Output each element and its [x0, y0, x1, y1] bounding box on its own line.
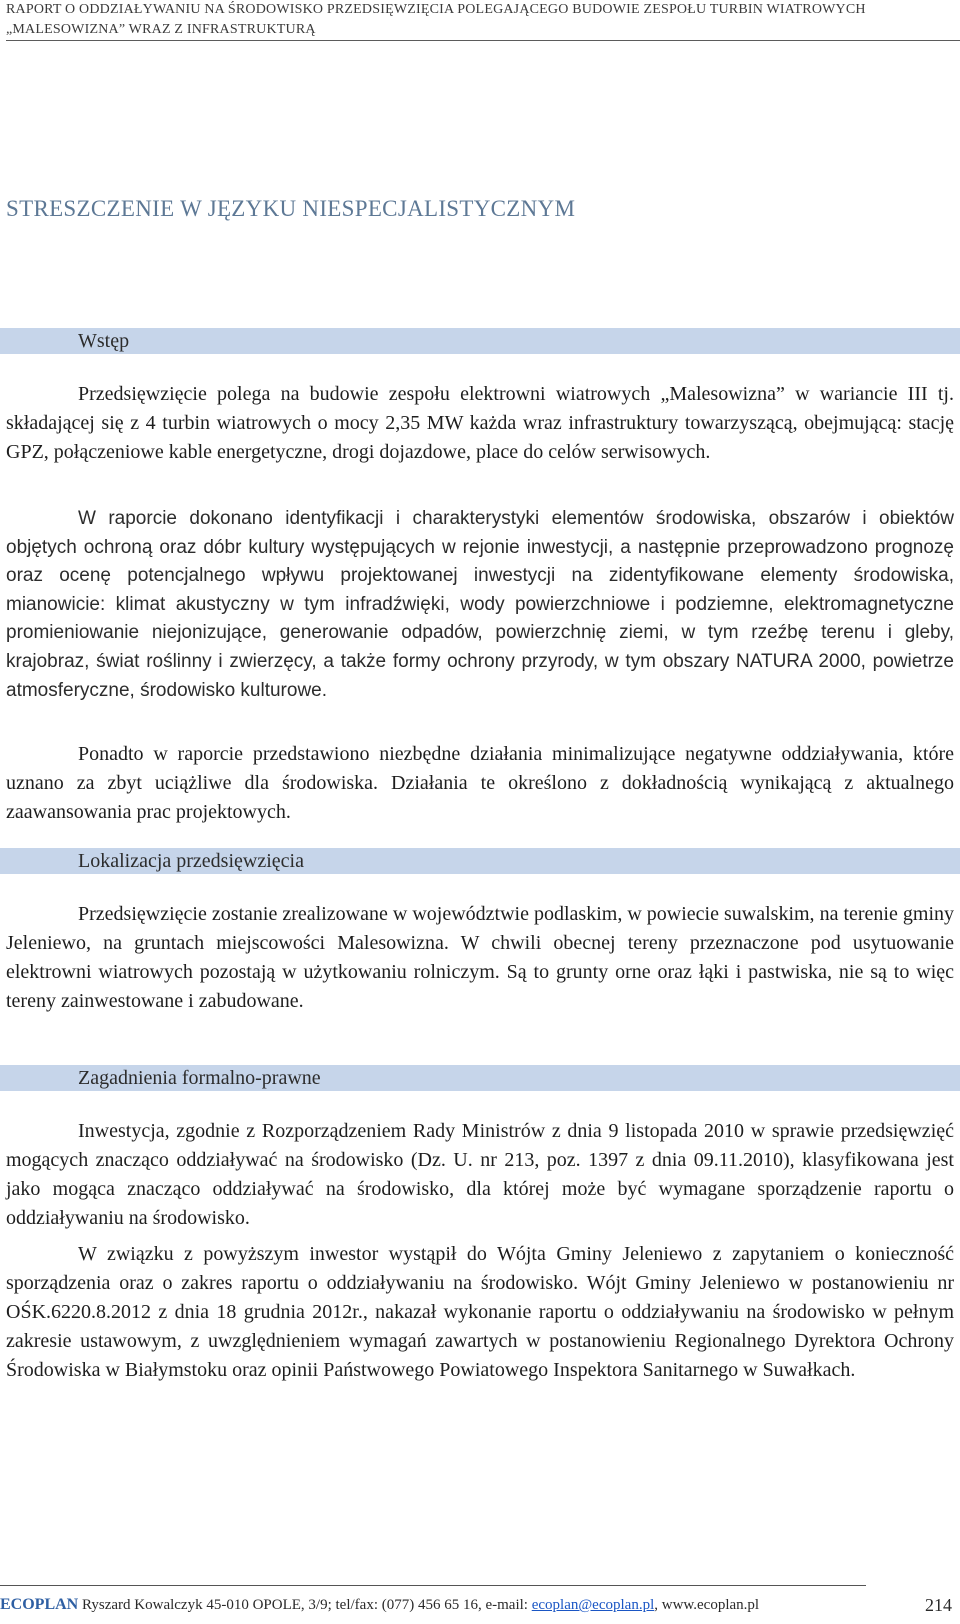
paragraph: Przedsięwzięcie polega na budowie zespołu elektrowni wiatrowych „Malesowizna” w wariancie III tj. składającej się z 4 turbin wiatrowych o mocy 2,35 MW każda wraz infrastruktury towarzyszącą, obejmującą: stację GPZ, połączeniowe kable energetyczne, drogi dojazdowe, place do celów serwisowych.: [6, 383, 954, 463]
section-heading-zagadnienia: [0, 1065, 960, 1091]
section-heading-lokalizacja: [0, 848, 960, 874]
paragraph: W związku z powyższym inwestor wystąpił do Wójta Gminy Jeleniewo z zapytaniem o konieczność sporządzenia oraz o zakres raportu o oddziaływaniu na środowisko. Wójt Gminy Jeleniewo w postanowieniu nr OŚK.6220.8.2012 z dnia 18 grudnia 2012r., nakazał wykonanie raportu o oddziaływaniu na środowisko w pełnym zakresie ustawowym, z uwzględnieniem wymagań zawartych w postanowieniu Regionalnego Dyrektora Ochrony Środowiska w Białymstoku oraz opinii Państwowego Powiatowego Inspektora Sanitarnego w Suwałkach.: [6, 1243, 954, 1381]
section-body-zagadnienia-2: [6, 1240, 954, 1385]
footer-website[interactable]: www.ecoplan.pl: [661, 1597, 760, 1613]
running-header: RAPORT O ODDZIAŁYWANIU NA ŚRODOWISKO PRZEDSIĘWZIĘCIA POLEGAJĄCEGO BUDOWIE ZESPOŁU TURBIN WIATROWYCH „MALESOWIZNA” WRAZ Z INFRASTRUKTURĄ: [6, 2, 866, 37]
section-body-wstep-2: [6, 505, 954, 705]
paragraph: W raporcie dokonano identyfikacji i charakterystyki elementów środowiska, obszarów i obiektów objętych ochroną oraz dóbr kultury występujących w rejonie inwestycji, a następnie przeprowadzono prognozę oraz ocenę potencjalnego wpływu projektowanej inwestycji na zidentyfikowane elementy środowiska, mianowicie: klimat akustyczny w tym infradźwięki, wody powierzchniowe i podziemne, elektromagnetyczne promieniowanie niejonizujące, generowanie odpadów, powierzchnię ziemi, w tym rzeźbę terenu i gleby, krajobraz, świat roślinny i zwierzęcy, a także formy ochrony przyrody, w tym obszary NATURA 2000, powietrze atmosferyczne, środowisko kulturowe.: [6, 508, 954, 701]
section-body-lokalizacja: [6, 900, 954, 1016]
paragraph: Inwestycja, zgodnie z Rozporządzeniem Rady Ministrów z dnia 9 listopada 2010 w sprawie przedsięwzięć mogących znacząco oddziaływać na środowisko (Dz. U. nr 213, poz. 1397 z dnia 09.11.2010), klasyfikowana jest jako mogąca znacząco oddziaływać na środowisko, dla której może być wymagane sporządzenie raportu o oddziaływaniu na środowisko.: [6, 1120, 954, 1229]
section-body-zagadnienia: [6, 1117, 954, 1233]
section-heading-wstep: [0, 328, 960, 354]
section-body-wstep-3: [6, 740, 954, 827]
footer-separator: ,: [654, 1597, 658, 1613]
section-heading-label: Wstęp: [78, 330, 130, 352]
paragraph: Przedsięwzięcie zostanie zrealizowane w województwie podlaskim, w powiecie suwalskim, na terenie gminy Jeleniewo, na gruntach miejscowości Malesowizna. W chwili obecnej tereny przeznaczone pod usytuowanie elektrowni wiatrowych pozostają w użytkowaniu rolniczym. Są to grunty orne oraz łąki i pastwiska, nie są to więc tereny zainwestowane i zabudowane.: [6, 903, 954, 1012]
page-title: STRESZCZENIE W JĘZYKU NIESPECJALISTYCZNYM: [6, 196, 576, 221]
footer-divider: [0, 1585, 866, 1586]
footer-address: Ryszard Kowalczyk 45-010 OPOLE, 3/9; tel/fax: (077) 456 65 16, e-mail:: [81, 1597, 528, 1613]
section-body-wstep: [6, 380, 954, 467]
page-footer: [0, 1594, 960, 1618]
section-heading-label: Zagadnienia formalno-prawne: [78, 1067, 321, 1089]
header-divider: [6, 40, 960, 41]
paragraph: Ponadto w raporcie przedstawiono niezbędne działania minimalizujące negatywne oddziaływania, które uznano za zbyt uciążliwe dla środowiska. Działania te określono z dokładnością wynikającą z aktualnego zaawansowania prac projektowych.: [6, 743, 954, 823]
section-heading-label: Lokalizacja przedsięwzięcia: [78, 850, 304, 872]
footer-email-link[interactable]: ecoplan@ecoplan.pl: [531, 1597, 655, 1613]
page-number: 214: [925, 1595, 952, 1615]
footer-brand: ECOPLAN: [0, 1596, 79, 1613]
